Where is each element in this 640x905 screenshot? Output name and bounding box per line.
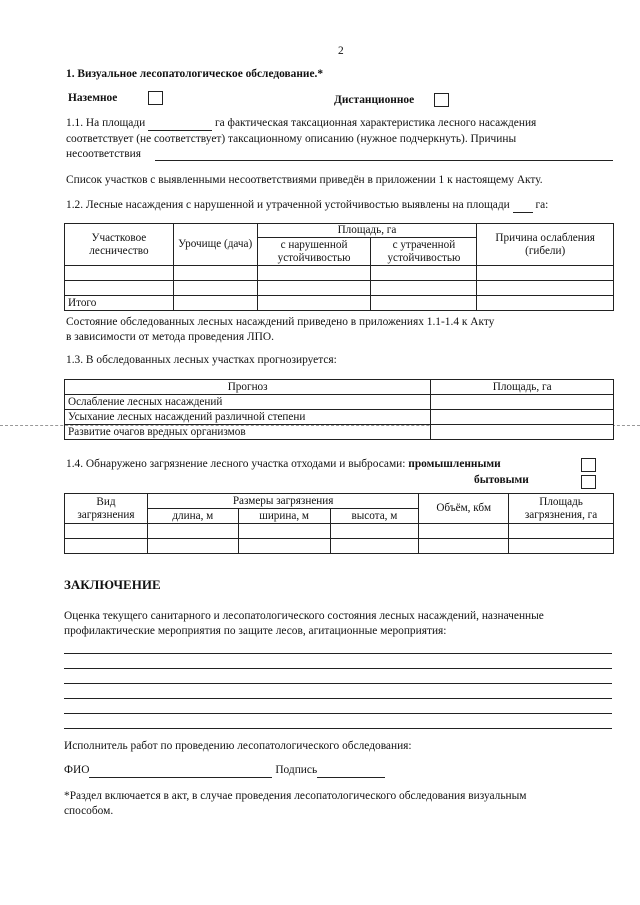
table-row — [65, 524, 614, 539]
col-tract: Урочище (дача) — [173, 224, 257, 266]
forecast-row-label: Усыхание лесных насаждений различной степени — [65, 410, 431, 425]
fio-field[interactable] — [89, 764, 272, 778]
table-cell[interactable] — [419, 524, 509, 539]
total-row — [65, 296, 614, 311]
table-cell[interactable] — [257, 281, 371, 296]
p14-industrial-label: промышленными — [408, 458, 501, 470]
table-cell[interactable] — [257, 296, 371, 311]
ground-label: Наземное — [68, 92, 118, 104]
table-cell[interactable] — [257, 266, 371, 281]
list-note: Список участков с выявленными несоответствиями приведён в приложении 1 к настоящему Акту. — [66, 174, 543, 186]
mismatch-reason-field[interactable] — [155, 160, 613, 161]
industrial-checkbox[interactable] — [581, 458, 596, 472]
conclusion-line[interactable] — [64, 653, 612, 654]
table-cell[interactable] — [330, 524, 419, 539]
remote-label: Дистанционное — [334, 94, 415, 106]
table-row — [65, 281, 614, 296]
table-cell[interactable] — [509, 524, 614, 539]
forecast-row-label: Развитие очагов вредных организмов — [65, 425, 431, 440]
col-pollution-type: Вид загрязнения — [65, 494, 148, 524]
table-cell[interactable] — [477, 296, 614, 311]
conclusion-text-line2: профилактические мероприятия по защите лесов, агитационные мероприятия: — [64, 625, 447, 637]
table-row — [65, 266, 614, 281]
p12-area-field[interactable] — [513, 199, 533, 213]
table-cell[interactable] — [173, 281, 257, 296]
p14-household-label: бытовыми — [474, 474, 529, 486]
footnote-line1: *Раздел включается в акт, в случае проведения лесопатологического обследования визуальным — [64, 790, 527, 802]
table-cell[interactable] — [173, 296, 257, 311]
executor-label: Исполнитель работ по проведению лесопатологического обследования: — [64, 740, 412, 752]
col-forecast-area: Площадь, га — [431, 380, 614, 395]
col-area-disturbed: с нарушенной устойчивостью — [257, 238, 371, 266]
table-cell[interactable] — [509, 539, 614, 554]
col-forestry: Участковое лесничество — [65, 224, 174, 266]
p13-text: 1.3. В обследованных лесных участках прогнозируется: — [66, 354, 337, 366]
table-cell[interactable] — [65, 281, 174, 296]
conclusion-line[interactable] — [64, 668, 612, 669]
table-cell[interactable] — [65, 266, 174, 281]
col-forecast: Прогноз — [65, 380, 431, 395]
p14-text: 1.4. Обнаружено загрязнение лесного участка отходами и выбросами: — [66, 458, 406, 470]
table-cell[interactable] — [419, 539, 509, 554]
area-field[interactable] — [148, 117, 212, 131]
remote-checkbox[interactable] — [434, 93, 449, 107]
conclusion-line[interactable] — [64, 698, 612, 699]
p12-text: 1.2. Лесные насаждения с нарушенной и утраченной устойчивостью выявлены на площади — [66, 199, 510, 211]
conclusion-line[interactable] — [64, 683, 612, 684]
p14-line — [66, 458, 501, 471]
table-cell[interactable] — [371, 296, 477, 311]
section1-title: 1. Визуальное лесопатологическое обследование.* — [66, 68, 324, 80]
state-note-line1: Состояние обследованных лесных насаждений приведено в приложениях 1.1-1.4 к Акту — [66, 316, 495, 328]
table-cell[interactable] — [330, 539, 419, 554]
p12-unit: га: — [535, 199, 549, 211]
table-cell[interactable] — [371, 266, 477, 281]
conclusion-line[interactable] — [64, 713, 612, 714]
table-row — [65, 395, 614, 410]
page-number: 2 — [338, 45, 344, 57]
table-row — [65, 425, 614, 440]
table-cell[interactable] — [371, 281, 477, 296]
col-width: ширина, м — [238, 509, 330, 524]
col-area: Площадь, га — [257, 224, 477, 238]
signature-line — [64, 764, 385, 778]
p11-text-b: га фактическая таксационная характеристика лесного насаждения — [214, 117, 537, 129]
conclusion-line[interactable] — [64, 728, 612, 729]
table-cell[interactable] — [477, 281, 614, 296]
p11-line2: соответствует (не соответствует) таксационному описанию (нужное подчеркнуть). Причины — [66, 133, 517, 145]
p11-text-a: 1.1. На площади — [66, 117, 146, 129]
col-height: высота, м — [330, 509, 419, 524]
table-cell[interactable] — [147, 539, 238, 554]
p11-line1 — [66, 117, 536, 131]
footnote-line2: способом. — [64, 805, 114, 817]
table-disturbed-stands — [64, 223, 614, 311]
col-reason: Причина ослабления (гибели) — [477, 224, 614, 266]
table-cell[interactable] — [65, 524, 148, 539]
table-cell[interactable] — [147, 524, 238, 539]
conclusion-text-line1: Оценка текущего санитарного и лесопатологического состояния лесных насаждений, назначенные — [64, 610, 544, 622]
table-pollution — [64, 493, 614, 554]
forecast-row-label: Ослабление лесных насаждений — [65, 395, 431, 410]
p12-line — [66, 199, 548, 213]
conclusion-title: ЗАКЛЮЧЕНИЕ — [64, 577, 161, 592]
table-row — [65, 410, 614, 425]
col-length: длина, м — [147, 509, 238, 524]
total-label: Итого — [65, 296, 174, 311]
signature-label: Подпись — [275, 764, 318, 776]
table-cell[interactable] — [477, 266, 614, 281]
fio-label: ФИО — [64, 764, 90, 776]
table-row — [65, 539, 614, 554]
signature-field[interactable] — [317, 764, 385, 778]
table-cell[interactable] — [431, 395, 614, 410]
state-note-line2: в зависимости от метода проведения ЛПО. — [66, 331, 274, 343]
table-forecast — [64, 379, 614, 440]
p11-line3: несоответствия — [66, 148, 141, 160]
col-pollution-volume: Объём, кбм — [419, 494, 509, 524]
table-cell[interactable] — [431, 410, 614, 425]
table-cell[interactable] — [238, 539, 330, 554]
ground-checkbox[interactable] — [148, 91, 163, 105]
col-pollution-area: Площадь загрязнения, га — [509, 494, 614, 524]
table-cell[interactable] — [238, 524, 330, 539]
household-checkbox[interactable] — [581, 475, 596, 489]
col-area-lost: с утраченной устойчивостью — [371, 238, 477, 266]
table-cell[interactable] — [173, 266, 257, 281]
table-cell[interactable] — [431, 425, 614, 440]
table-cell[interactable] — [65, 539, 148, 554]
col-pollution-sizes: Размеры загрязнения — [147, 494, 418, 509]
